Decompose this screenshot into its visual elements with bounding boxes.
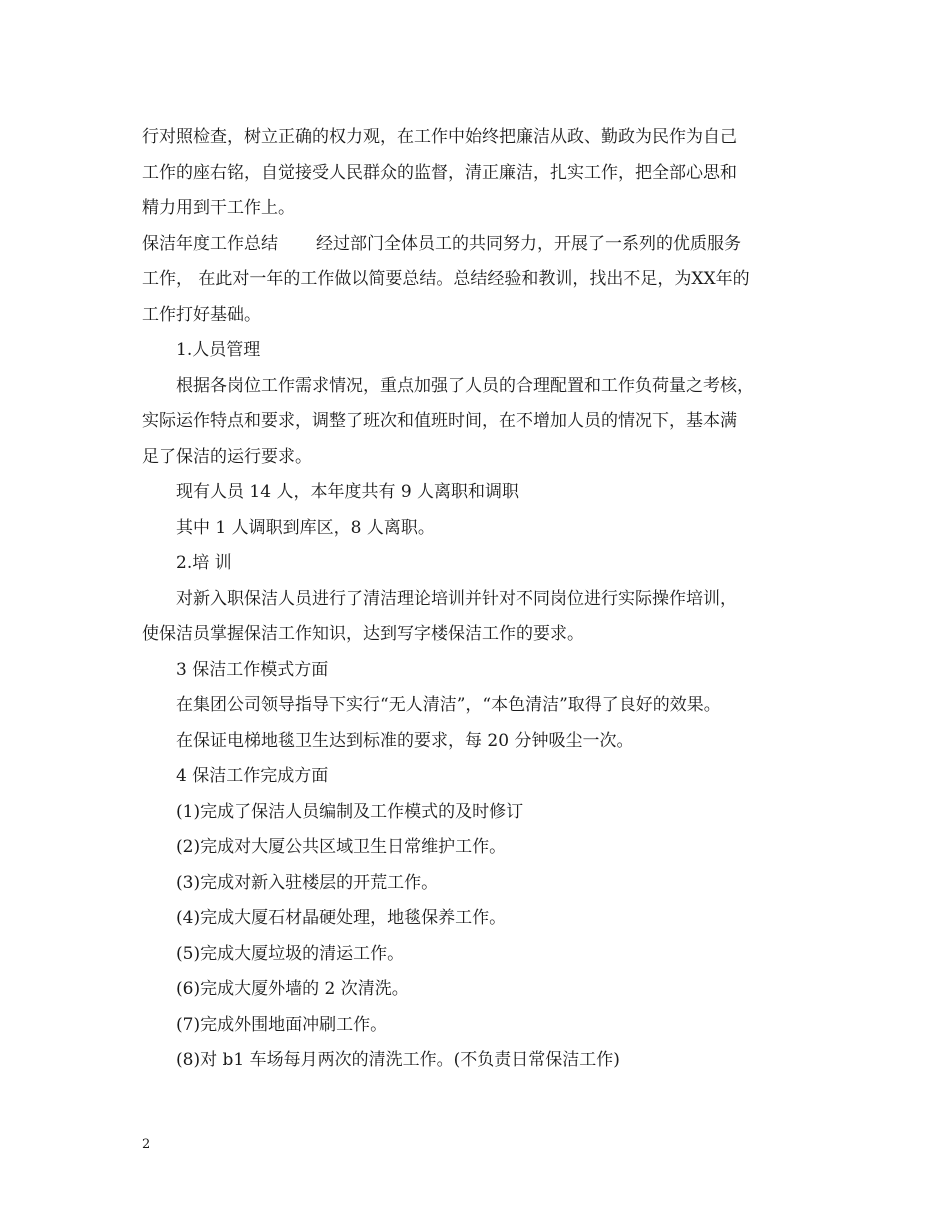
list-item: 其中 1 人调职到库区，8 人离职。	[176, 517, 435, 538]
list-item: 足了保洁的运行要求。	[142, 446, 312, 467]
list-item: 2.培 训	[176, 553, 232, 573]
section-title: 保洁年度工作总结	[142, 233, 278, 254]
text-line: 行对照检查，树立正确的权力观，在工作中始终把廉洁从政、勤政为民作为自己	[142, 127, 737, 147]
section-heading-line	[142, 227, 822, 263]
document-body	[142, 120, 822, 1079]
list-item: 使保洁员掌握保洁工作知识，达到写字楼保洁工作的要求。	[142, 624, 584, 644]
list-item: 1.人员管理	[176, 340, 261, 360]
text-line: 精力用到干工作上。	[142, 198, 295, 218]
list-item: (2)完成对大厦公共区域卫生日常维护工作。	[176, 837, 507, 857]
text-line: 工作打好基础。	[142, 304, 261, 325]
text-line: 工作的座右铭，自觉接受人民群众的监督，清正廉洁，扎实工作，把全部心思和	[142, 162, 737, 183]
list-item: 3 保洁工作模式方面	[176, 659, 329, 680]
list-item: (3)完成对新入驻楼层的开荒工作。	[176, 872, 439, 893]
list-item: 实际运作特点和要求，调整了班次和值班时间，在不增加人员的情况下，基本满	[142, 411, 737, 431]
list-item: (7)完成外围地面冲刷工作。	[176, 1014, 388, 1035]
list-item: 根据各岗位工作需求情况，重点加强了人员的合理配置和工作负荷量之考核，	[176, 375, 754, 396]
item-list	[142, 333, 822, 1079]
list-item: (6)完成大厦外墙的 2 次清洗。	[176, 979, 409, 999]
list-item: 现有人员 14 人，本年度共有 9 人离职和调职	[176, 482, 520, 502]
list-item: 对新入职保洁人员进行了清洁理论培训并针对不同岗位进行实际操作培训，	[176, 588, 737, 609]
list-item: (1)完成了保洁人员编制及工作模式的及时修订	[176, 801, 524, 822]
list-item: (4)完成大厦石材晶硬处理，地毯保养工作。	[176, 908, 507, 928]
list-item: (8)对 b1 车场每月两次的清洗工作。(不负责日常保洁工作)	[176, 1050, 620, 1070]
list-item: 在保证电梯地毯卫生达到标准的要求，每 20 分钟吸尘一次。	[176, 730, 634, 751]
list-item: 4 保洁工作完成方面	[176, 766, 329, 786]
list-item: (5)完成大厦垃圾的清运工作。	[176, 943, 405, 964]
text-line: 工作， 在此对一年的工作做以简要总结。总结经验和教训，找出不足，为XX年的	[142, 269, 750, 289]
list-item: 在集团公司领导指导下实行“无人清洁”，“本色清洁”取得了良好的效果。	[176, 695, 721, 715]
page-number: 2	[142, 1137, 151, 1152]
section-intro: 经过部门全体员工的共同努力，开展了一系列的优质服务	[316, 233, 741, 254]
